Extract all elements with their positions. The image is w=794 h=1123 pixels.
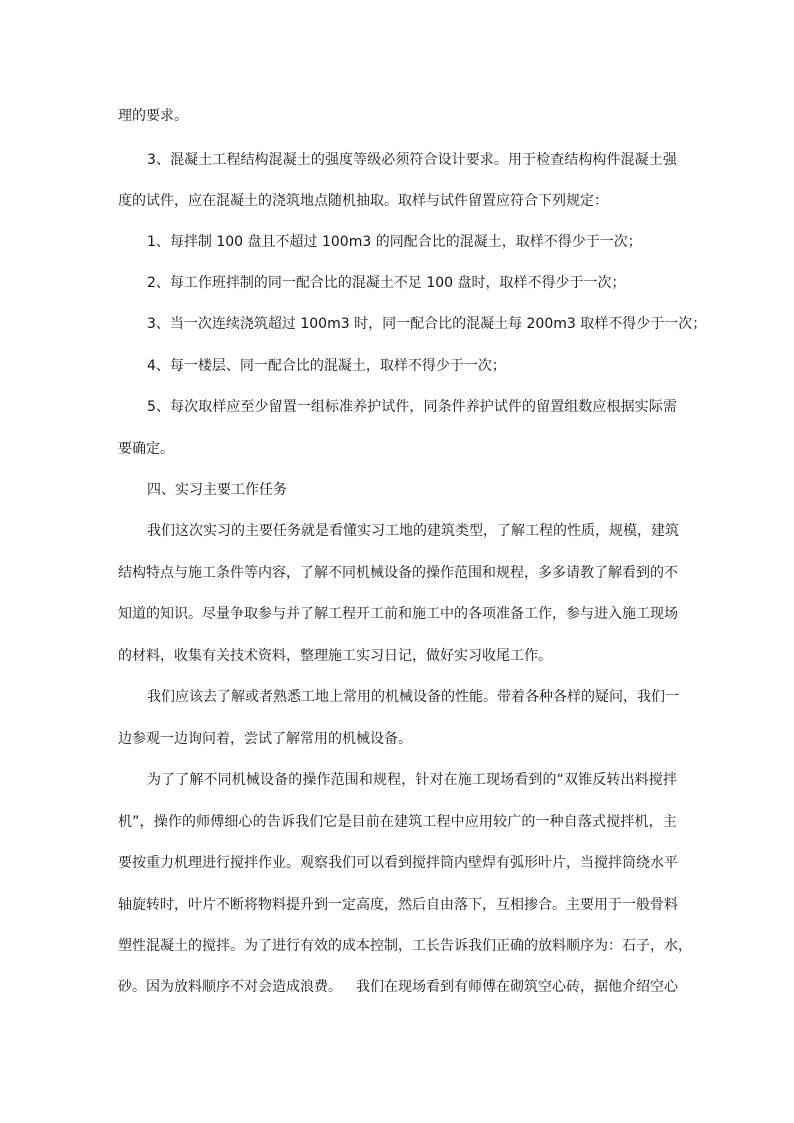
- text-line: 5 、 每 次 取 样 应 至 少 留 置 一 组 标 准 养 护 试 件 ， 同 条 件 养 护 试 件 的 留 置 组 数 应 根 据 实 际 需: [147, 399, 677, 415]
- text-line: 为 了 了 解 不 同 机 械 设 备 的 操 作 范 围 和 规 程 ， 针 对 在 施 工 现 场 看 到 的 “ 双 锥 反 转 出 料 搅 拌: [147, 772, 677, 788]
- text-line: 3 、 混 凝 土 工 程 结 构 混 凝 土 的 强 度 等 级 必 须 符 合 设 计 要 求 。 用 于 检 查 结 构 构 件 混 凝 土 强: [147, 152, 677, 168]
- text-line: 度的试件，应在混凝土的浇筑地点随机抽取。取样与试件留置应符合下列规定：: [118, 193, 608, 209]
- text-line: 知 道 的 知 识 。 尽 量 争 取 参 与 并 了 解 工 程 开 工 前 和 施 工 中 的 各 项 准 备 工 作 ， 参 与 进 入 施 工 现 场: [118, 606, 678, 622]
- text-line: 要 按 重 力 机 理 进 行 搅 拌 作 业 。 观 察 我 们 可 以 看 到 搅 拌 筒 内 壁 焊 有 弧 形 叶 片 ， 当 搅 拌 筒 绕 水 平: [118, 855, 678, 871]
- text-line: 的材料，收集有关技术资料，整理施工实习日记，做好实习收尾工作。: [118, 648, 552, 664]
- text-line: 我 们 应 该 去 了 解 或 者 熟 悉 工 地 上 常 用 的 机 械 设 备 的 性 能 。 带 着 各 种 各 样 的 疑 问 ， 我 们 一: [147, 689, 679, 705]
- text-line: 砂 。 因 为 放 料 顺 序 不 对 会 造 成 浪 费 。 我 们 在 现 场 看 到 有 师 傅 在 砌 筑 空 心 砖 ， 据 他 介 绍 空 心: [118, 979, 678, 995]
- text-line: 边参观一边询问着，尝试了解常用的机械设备。: [118, 731, 412, 747]
- text-line: 机 ” ， 操 作 的 师 傅 细 心 的 告 诉 我 们 它 是 目 前 在 建 筑 工 程 中 应 用 较 广 的 一 种 自 落 式 搅 拌 机 ， 主: [118, 814, 677, 830]
- text-line: 要确定。: [118, 441, 174, 457]
- text-line: 3、当一次连续浇筑超过 100m3 时，同一配合比的混凝土每 200m3 取样不得少于一次；: [147, 316, 707, 332]
- text-line: 塑 性 混 凝 土 的 搅 拌 。 为 了 进 行 有 效 的 成 本 控 制 ， 工 长 告 诉 我 们 正 确 的 放 料 顺 序 为 ： 石 子 ， 水 ，: [118, 938, 692, 954]
- text-line: 2、每工作班拌制的同一配合比的混凝土不足 100 盘时，取样不得少于一次；: [147, 275, 626, 291]
- text-line: 轴 旋 转 时 ， 叶 片 不 断 将 物 料 提 升 到 一 定 高 度 ， 然 后 自 由 落 下 ， 互 相 掺 合 。 主 要 用 于 一 般 骨 料: [118, 897, 678, 913]
- text-line: 1、每拌制 100 盘且不超过 100m3 的同配合比的混凝土，取样不得少于一次；: [147, 234, 642, 250]
- text-line: 我 们 这 次 实 习 的 主 要 任 务 就 是 看 懂 实 习 工 地 的 建 筑 类 型 ， 了 解 工 程 的 性 质 ， 规 模 ， 建 筑: [147, 523, 679, 539]
- section-heading: 四、实习主要工作任务: [147, 482, 287, 498]
- text-line: 结 构 特 点 与 施 工 条 件 等 内 容 ， 了 解 不 同 机 械 设 备 的 操 作 范 围 和 规 程 ， 多 多 请 教 了 解 看 到 的 不: [118, 565, 678, 581]
- text-line: 4、每一楼层、同一配合比的混凝土，取样不得少于一次；: [147, 358, 506, 374]
- text-line: 理的要求。: [118, 108, 188, 124]
